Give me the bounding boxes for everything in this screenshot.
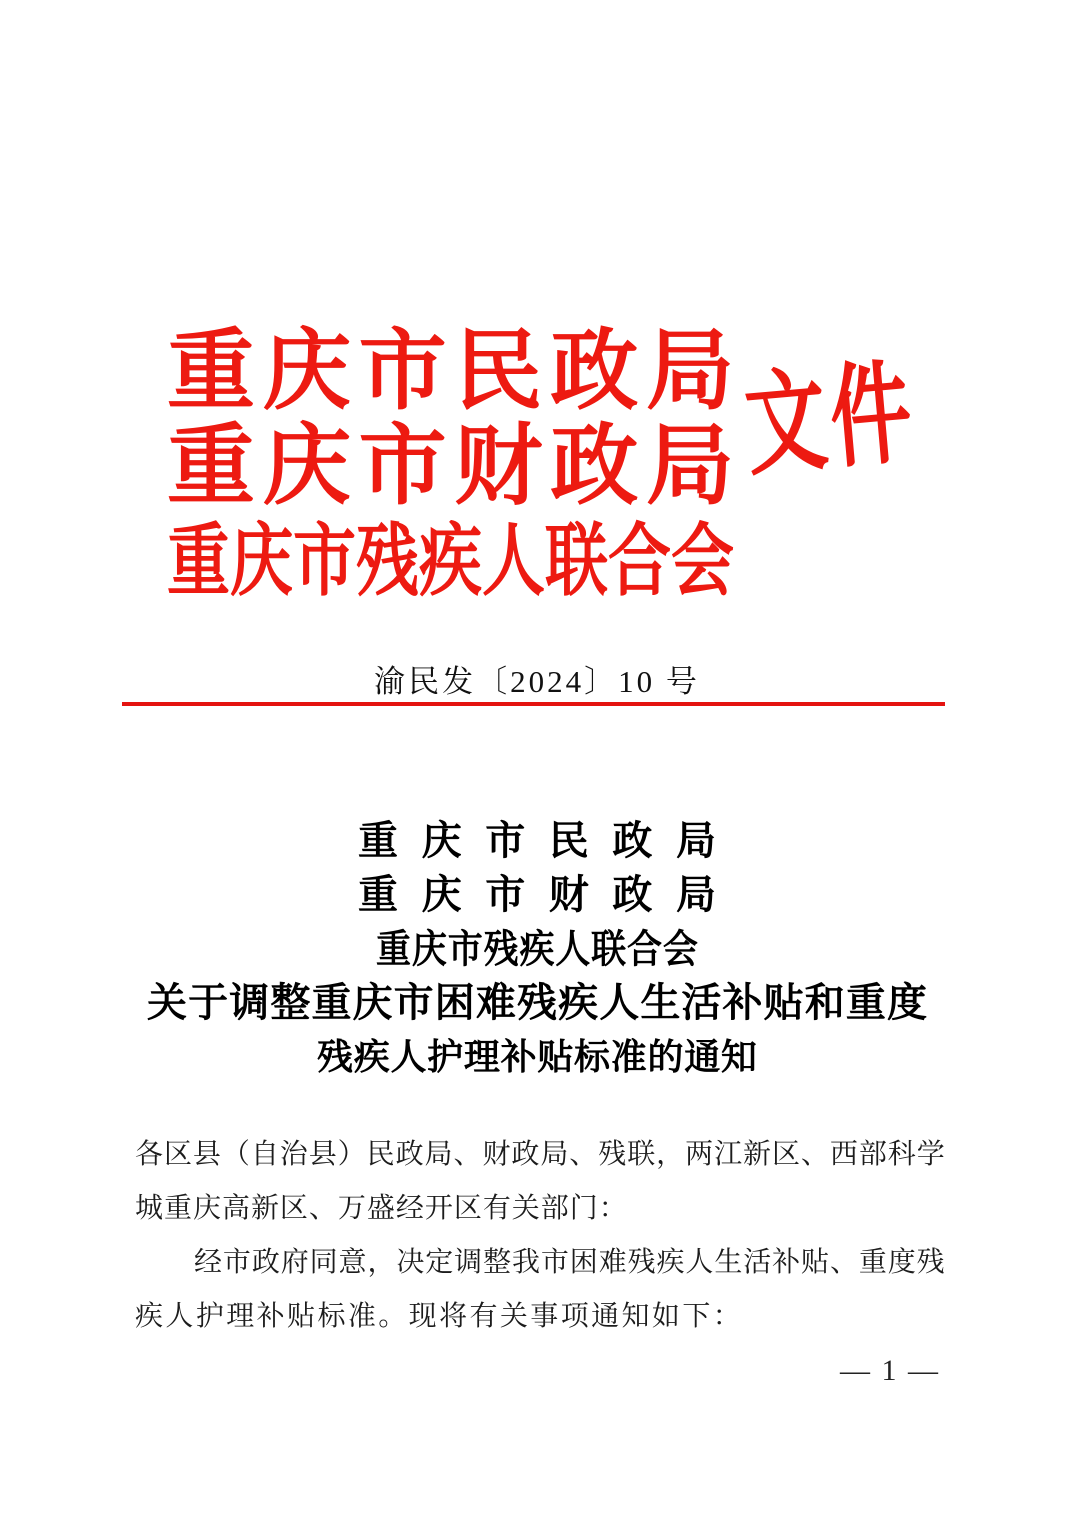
body-salutation-line-1: 各 区 县 （ 自 治 县 ） 民 政 局 、 财 政 局 、 残 联 ， 两 江 新 区 、 西 部 科 学 — [135, 1139, 945, 1170]
letterhead-agency-line-1: 重 庆 市 民 政 局 — [167, 323, 734, 421]
page-number: — 1 — — [840, 1354, 940, 1387]
body-paragraph-line-1: 经 市 政 府 同 意 ， 决 定 调 整 我 市 困 难 残 疾 人 生 活 补 贴 、 重 度 残 — [194, 1247, 945, 1278]
title-agency-line-3: 重 庆 市 残 疾 人 联 合 会 — [376, 927, 698, 971]
document-body — [135, 1128, 945, 1344]
letterhead-agency-line-2: 重 庆 市 财 政 局 — [167, 418, 734, 516]
document-number: 渝民发〔2024〕10 号 — [374, 664, 700, 699]
document-title — [0, 814, 1074, 1084]
letterhead — [167, 325, 734, 610]
letterhead-wenjian-label: 文件 — [740, 351, 921, 490]
title-subject-line-2: 残 疾 人 护 理 补 贴 标 准 的 通 知 — [317, 1037, 757, 1077]
red-divider-rule — [122, 702, 945, 706]
title-agency-line-2: 重 庆 市 财 政 局 — [358, 872, 716, 917]
title-agency-line-1: 重 庆 市 民 政 局 — [358, 818, 716, 863]
letterhead-agency-line-3: 重 庆 市 残 疾 人 联 合 会 — [167, 518, 734, 606]
body-salutation-line-2: 城 重 庆 高 新 区 、 万 盛 经 开 区 有 关 部 门 ： — [135, 1193, 627, 1224]
title-subject-line-1: 关 于 调 整 重 庆 市 困 难 残 疾 人 生 活 补 贴 和 重 度 — [147, 980, 927, 1025]
body-paragraph-line-2: 疾 人 护 理 补 贴 标 准 。 现 将 有 关 事 项 通 知 如 下 ： — [135, 1301, 741, 1332]
